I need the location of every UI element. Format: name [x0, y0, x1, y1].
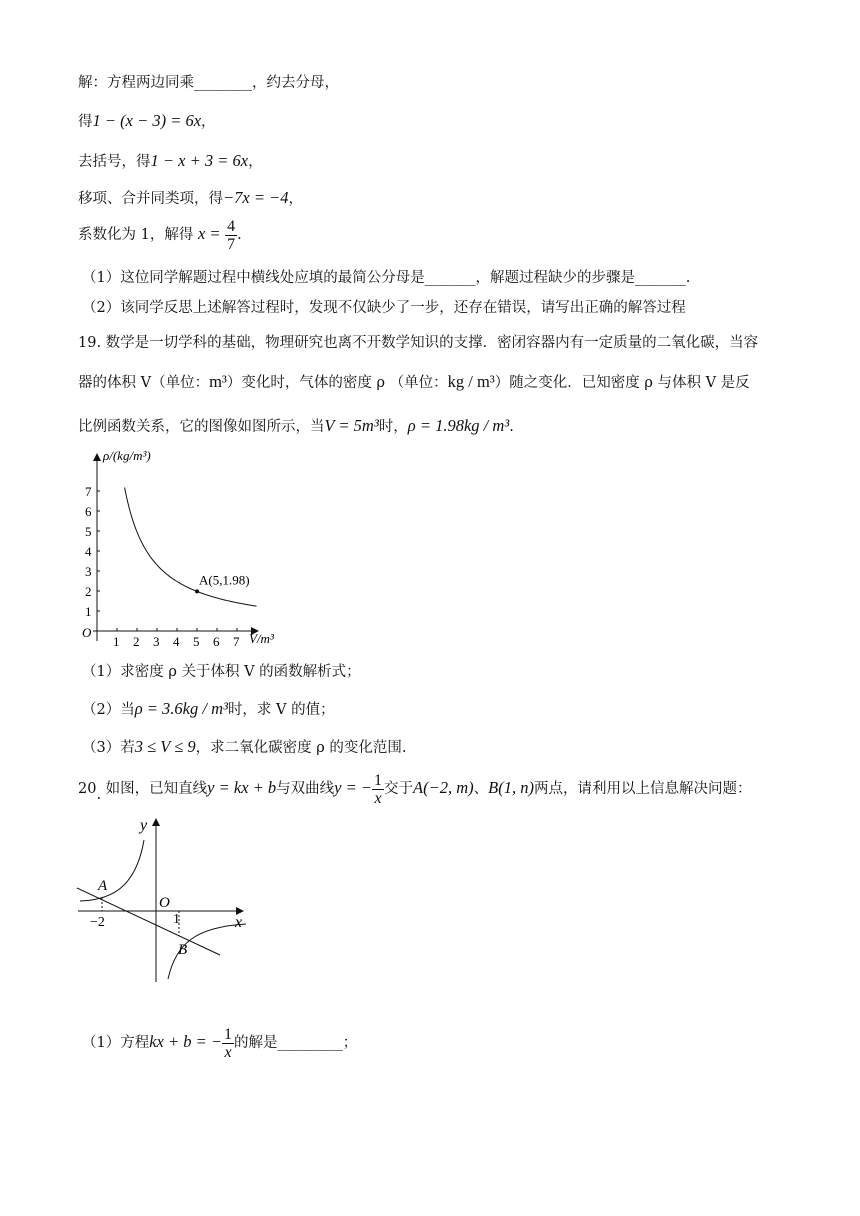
- text: 的解是: [234, 1035, 278, 1051]
- x-tick-label: 3: [153, 634, 160, 649]
- dot: .: [96, 787, 102, 803]
- numerator: 1: [224, 1025, 233, 1043]
- text: （3）若: [82, 740, 135, 756]
- density-volume-graph: [75, 445, 305, 650]
- q19-part-3: [82, 737, 407, 758]
- denominator: x: [374, 789, 382, 807]
- question-number: 20: [78, 781, 97, 797]
- inequality: 3 ≤ V ≤ 9: [134, 737, 196, 756]
- point-a: [195, 589, 199, 593]
- point: A(−2, m): [413, 778, 474, 797]
- text: 交于: [384, 781, 414, 797]
- line-hyperbola-graph: [72, 812, 262, 987]
- solution-line-5: [78, 216, 242, 253]
- q18-part-2: （2）该同学反思上述解答过程时，发现不仅缺少了一步，还存在错误，请写出正确的解答过程: [82, 300, 686, 316]
- text: 去括号，得: [78, 154, 151, 170]
- y-tick-label: 1: [85, 604, 92, 619]
- x-tick-label: 5: [193, 634, 200, 649]
- equation: kx + b = −: [149, 1032, 223, 1051]
- text: 时，求 V 的值；: [227, 702, 335, 718]
- x-tick-label: 7: [233, 634, 240, 649]
- answer-blank: _________: [277, 1035, 343, 1051]
- text: 时，: [378, 419, 408, 435]
- denominator: x: [224, 1043, 232, 1061]
- x-tick-label: 6: [213, 634, 220, 649]
- text: （2）当: [82, 702, 135, 718]
- text: ）变化时，气体的密度 ρ （单位：: [226, 375, 448, 391]
- q19-line-3: [78, 416, 514, 437]
- text: 与双曲线: [276, 781, 335, 797]
- fraction: [222, 1026, 234, 1061]
- unit: m³: [209, 372, 227, 391]
- text: ）随之变化．已知密度 ρ 与体积 V 是反: [494, 375, 750, 391]
- y-tick-label: 4: [85, 544, 92, 559]
- equation: V = 5m³: [324, 416, 379, 435]
- x-axis-label: x: [235, 914, 243, 931]
- x-tick-label: 1: [113, 634, 120, 649]
- hyperbola-branch-left: [80, 840, 144, 901]
- equation: y = −: [334, 778, 373, 797]
- text: 解：方程两边同乘: [78, 75, 194, 91]
- text: ，: [201, 114, 216, 130]
- text: 系数化为 1，解得: [78, 227, 194, 243]
- point-b-label: B: [178, 942, 188, 958]
- text: 器的体积 V（单位：: [78, 375, 210, 391]
- solution-line-3: [78, 151, 263, 172]
- text: ；: [342, 1035, 358, 1051]
- point: B(1, n): [488, 778, 534, 797]
- text: 如图，已知直线: [105, 781, 208, 797]
- text: ，求二氧化碳密度 ρ 的变化范围.: [195, 740, 407, 756]
- solution-line-4: [78, 188, 303, 209]
- q20-statement: [78, 770, 751, 807]
- text: ，约去分母，: [252, 75, 339, 91]
- q18-part-1: （1）这位同学解题过程中横线处应填的最简公分母是_______，解题过程缺少的步骤是_______.: [82, 270, 691, 286]
- q19-line-2: [78, 372, 750, 393]
- text: ，: [288, 191, 303, 207]
- fraction: [372, 772, 384, 807]
- text: 比例函数关系，它的图像如图所示，当: [78, 419, 325, 435]
- q19-line-1: 19. 数学是一切学科的基础，物理研究也离不开数学知识的支撑．密闭容器内有一定质量的二氧化碳，当容: [78, 335, 759, 351]
- equation: ρ = 3.6kg / m³: [134, 699, 228, 718]
- text: .: [237, 227, 242, 243]
- equation: 1 − x + 3 = 6x: [150, 151, 249, 170]
- q19-part-2: [82, 699, 335, 720]
- text: 两点，请利用以上信息解决问题：: [533, 781, 752, 797]
- y-tick-label: 3: [85, 564, 92, 579]
- q20-part-1: [82, 1024, 357, 1061]
- text: （1）方程: [82, 1035, 150, 1051]
- text: 得: [78, 114, 93, 130]
- origin-label: O: [82, 625, 92, 640]
- text: ，: [248, 154, 263, 170]
- fraction: [225, 218, 237, 253]
- q19-part-1: （1）求密度 ρ 关于体积 V 的函数解析式；: [82, 664, 361, 680]
- tick-neg2: −2: [90, 915, 105, 930]
- numerator: 4: [227, 217, 236, 235]
- equation: 1 − (x − 3) = 6x: [92, 111, 202, 130]
- unit: kg / m³: [447, 372, 495, 391]
- x-axis-label: V/m³: [249, 631, 274, 646]
- numerator: 1: [374, 771, 383, 789]
- y-tick-label: 6: [85, 504, 92, 519]
- tick-1: 1: [173, 912, 180, 927]
- variable: x =: [197, 224, 221, 243]
- x-tick-label: 4: [173, 634, 180, 649]
- equation: ρ = 1.98kg / m³: [407, 416, 510, 435]
- density-curve: [125, 488, 257, 607]
- text: 移项、合并同类项，得: [78, 191, 223, 207]
- solution-line-1: [78, 73, 339, 93]
- point-a-label: A: [98, 878, 108, 894]
- y-tick-label: 5: [85, 524, 92, 539]
- denominator: 7: [227, 235, 236, 253]
- text: 、: [473, 781, 489, 797]
- point-a-label: A(5,1.98): [199, 572, 250, 588]
- origin-label: O: [159, 895, 170, 911]
- ticks: [85, 484, 240, 649]
- y-tick-label: 7: [85, 484, 92, 499]
- x-tick-label: 2: [133, 634, 140, 649]
- y-tick-label: 2: [85, 584, 92, 599]
- text: .: [509, 419, 514, 435]
- solution-line-2: [78, 111, 216, 132]
- blank: ________: [194, 75, 252, 91]
- y-axis-label: y: [140, 817, 148, 834]
- equation: y = kx + b: [207, 778, 277, 797]
- equation: −7x = −4: [223, 188, 289, 207]
- y-axis-label: ρ/(kg/m³): [103, 448, 151, 463]
